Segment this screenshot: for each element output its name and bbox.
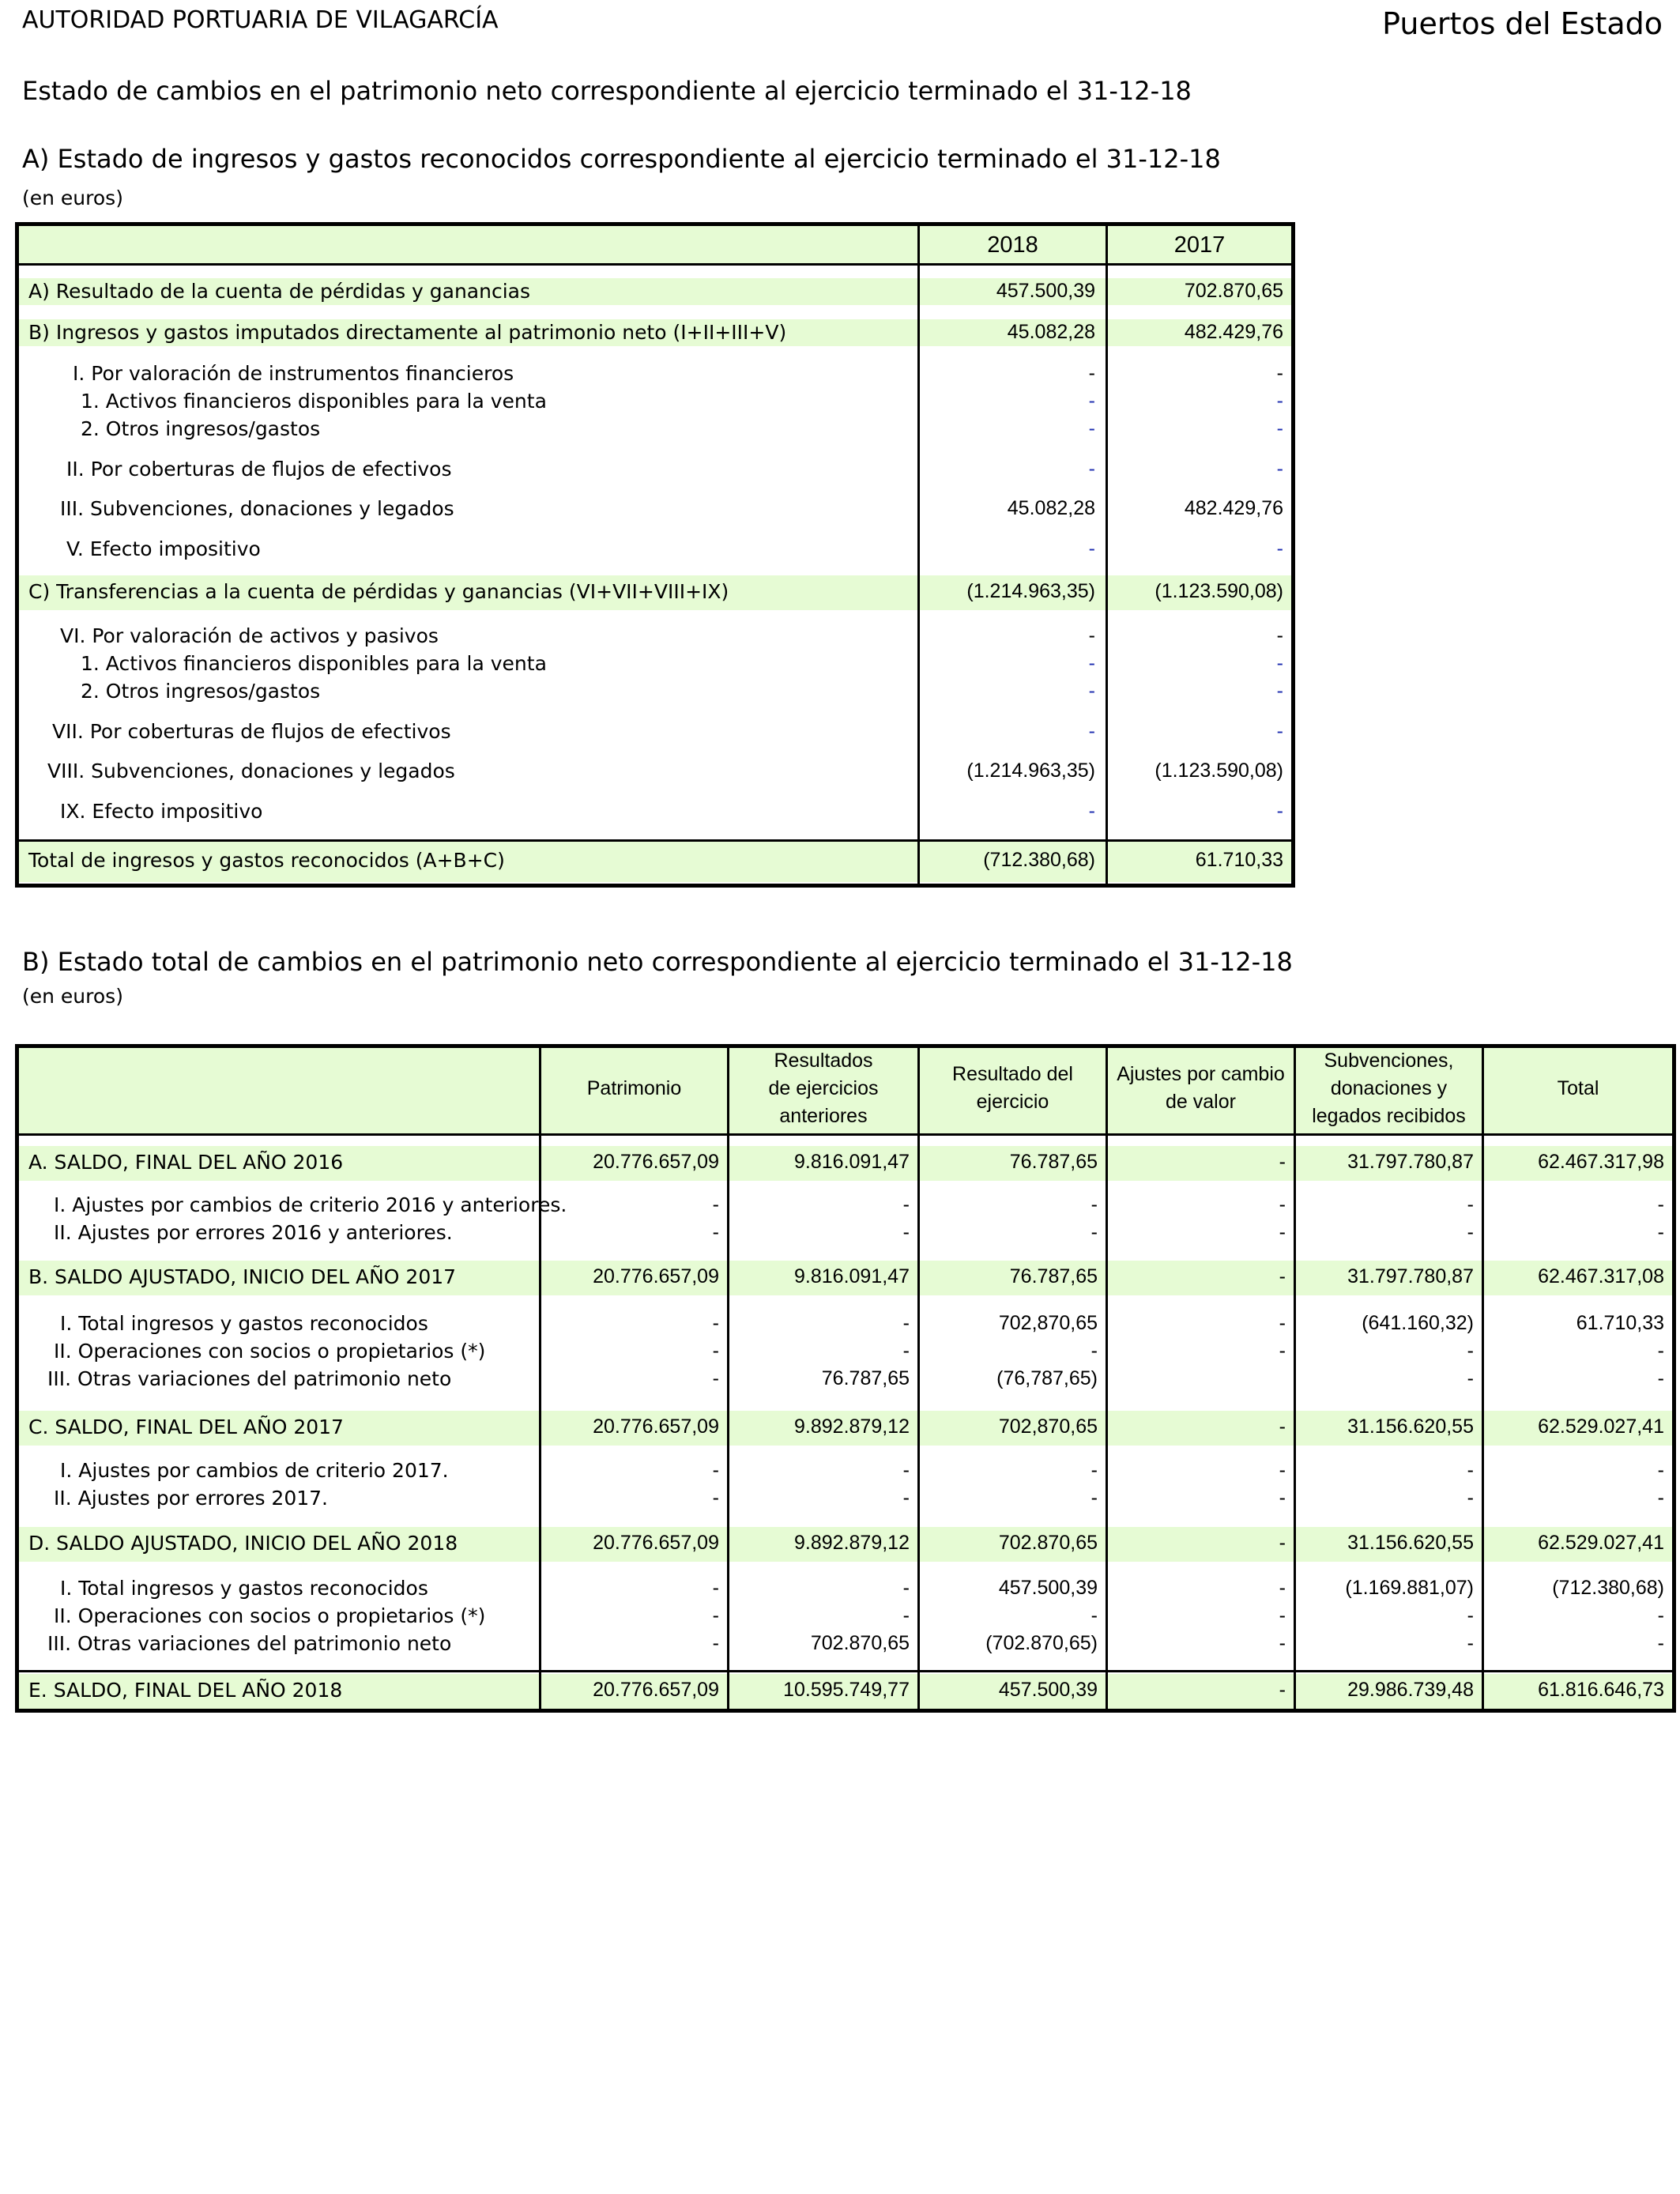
table-b-row-label: I. Total ingresos y gastos reconocidos xyxy=(60,1312,428,1335)
table-b-cell: - xyxy=(712,1340,719,1362)
table-b-cell: - xyxy=(1657,1367,1664,1389)
table-b-row-label: C. SALDO, FINAL DEL AÑO 2017 xyxy=(28,1416,344,1438)
value-2018: 457.500,39 xyxy=(996,280,1095,302)
table-b-cell: 20.776.657,09 xyxy=(593,1151,719,1173)
table-b-cell: - xyxy=(902,1193,910,1216)
table-b-cell: 76.787,65 xyxy=(1009,1265,1098,1287)
table-b-cell: 62.529.027,41 xyxy=(1538,1532,1664,1554)
value-2017: - xyxy=(1276,624,1283,647)
value-2018: - xyxy=(1088,362,1095,384)
table-b-cell: - xyxy=(902,1340,910,1362)
table-b-cell: 31.156.620,55 xyxy=(1347,1416,1474,1438)
table-b-cell: - xyxy=(1467,1193,1474,1216)
table-b-cell: - xyxy=(902,1577,910,1599)
table-b-cell: 9.816.091,47 xyxy=(794,1151,910,1173)
table-b-cell: - xyxy=(712,1459,719,1481)
table-b-row-label: II. Operaciones con socios o propietarios (*) xyxy=(54,1340,486,1363)
table-a-row-label: VIII. Subvenciones, donaciones y legados xyxy=(47,760,455,782)
column-header-resultados-anteriores: Resultados de ejercicios anteriores xyxy=(768,1050,879,1127)
value-2018: - xyxy=(1088,537,1095,560)
value-2018: 45.082,28 xyxy=(1007,321,1095,343)
table-b-cell: - xyxy=(1090,1193,1098,1216)
table-b-cell: 457.500,39 xyxy=(998,1577,1098,1599)
value-2018: - xyxy=(1088,624,1095,647)
value-2018: - xyxy=(1088,800,1095,822)
value-2018: - xyxy=(1088,652,1095,674)
table-b-cell: - xyxy=(1657,1632,1664,1654)
value-2017: 482.429,76 xyxy=(1184,321,1283,343)
value-2017: - xyxy=(1276,417,1283,439)
section-a-title: A) Estado de ingresos y gastos reconocidos correspondiente al ejercicio terminado el 31-12-18 xyxy=(22,144,1221,174)
table-b-cell: - xyxy=(1467,1632,1474,1654)
value-2018: (1.214.963,35) xyxy=(966,580,1095,602)
value-2017: (1.123.590,08) xyxy=(1155,580,1283,602)
table-a-row-label: Total de ingresos y gastos reconocidos (A+B+C) xyxy=(28,849,505,872)
table-b-row-label: III. Otras variaciones del patrimonio neto xyxy=(47,1632,452,1655)
table-b-row-label: D. SALDO AJUSTADO, INICIO DEL AÑO 2018 xyxy=(28,1532,458,1555)
value-2017: (1.123.590,08) xyxy=(1155,760,1283,782)
column-header-total: Total xyxy=(1557,1077,1599,1099)
table-b-cell: - xyxy=(712,1221,719,1243)
table-b-cell: - xyxy=(1657,1604,1664,1627)
table-a-row-label: V. Efecto impositivo xyxy=(66,537,261,560)
table-b-row-label: II. Ajustes por errores 2017. xyxy=(54,1487,328,1510)
table-b-row-label: A. SALDO, FINAL DEL AÑO 2016 xyxy=(28,1151,344,1174)
table-b-cell: - xyxy=(1657,1487,1664,1509)
table-a-row-label: 2. Otros ingresos/gastos xyxy=(81,417,321,440)
table-b-cell: 29.986.739,48 xyxy=(1347,1679,1474,1701)
table-a-row-label: III. Subvenciones, donaciones y legados xyxy=(60,497,454,520)
table-b-cell: - xyxy=(1279,1532,1286,1554)
table-b-cell: 62.467.317,98 xyxy=(1538,1151,1664,1173)
table-b-cell: - xyxy=(1467,1487,1474,1509)
page-title: Estado de cambios en el patrimonio neto correspondiente al ejercicio terminado el 31-12-18 xyxy=(22,76,1192,106)
table-b-cell: - xyxy=(712,1577,719,1599)
table-b-cell: 20.776.657,09 xyxy=(593,1679,719,1701)
table-b-cell: - xyxy=(1467,1367,1474,1389)
table-a-row-label: I. Por valoración de instrumentos financieros xyxy=(73,362,514,385)
value-2017: - xyxy=(1276,680,1283,702)
table-b-cell: - xyxy=(1657,1340,1664,1362)
table-b-cell: - xyxy=(1467,1604,1474,1627)
table-b-cell: 76.787,65 xyxy=(1009,1151,1098,1173)
table-a-row-label: C) Transferencias a la cuenta de pérdidas y ganancias (VI+VII+VIII+IX) xyxy=(28,580,729,603)
table-b-total-divider xyxy=(19,1670,1672,1672)
value-2018: - xyxy=(1088,458,1095,480)
table-b-cell: - xyxy=(1657,1459,1664,1481)
table-b-cell: - xyxy=(712,1604,719,1627)
table-b-cell: 9.816.091,47 xyxy=(794,1265,910,1287)
table-b-cell: - xyxy=(1279,1193,1286,1216)
table-b-row-label: II. Ajustes por errores 2016 y anteriores. xyxy=(54,1221,453,1244)
table-b-cell: 702.870,65 xyxy=(998,1532,1098,1554)
table-b-cell: - xyxy=(712,1193,719,1216)
value-2017: - xyxy=(1276,458,1283,480)
table-b-cell: - xyxy=(902,1487,910,1509)
table-b-cell: - xyxy=(902,1459,910,1481)
column-header-ajustes-valor: Ajustes por cambio de valor xyxy=(1117,1063,1285,1113)
table-b-cell: 61.710,33 xyxy=(1576,1312,1664,1334)
table-b-cell: - xyxy=(1467,1340,1474,1362)
table-b-row-label: II. Operaciones con socios o propietarios (*) xyxy=(54,1604,486,1627)
value-2017: - xyxy=(1276,537,1283,560)
table-b-cell: - xyxy=(1467,1459,1474,1481)
table-b-cell: - xyxy=(712,1632,719,1654)
table-b-cell: 702,870,65 xyxy=(998,1312,1098,1334)
table-b-row-label: I. Total ingresos y gastos reconocidos xyxy=(60,1577,428,1600)
table-a-row-label: 2. Otros ingresos/gastos xyxy=(81,680,321,703)
table-b-cell: - xyxy=(1279,1632,1286,1654)
value-2017: - xyxy=(1276,652,1283,674)
column-header-resultado-ejercicio: Resultado del ejercicio xyxy=(952,1063,1073,1113)
value-2017: 61.710,33 xyxy=(1195,849,1283,871)
table-b-cell: - xyxy=(1279,1416,1286,1438)
table-b-cell: (702.870,65) xyxy=(985,1632,1098,1654)
section-b-unit: (en euros) xyxy=(22,985,123,1008)
table-b-header-divider xyxy=(19,1133,1672,1136)
value-2017: 482.429,76 xyxy=(1184,497,1283,519)
table-b-cell: 20.776.657,09 xyxy=(593,1532,719,1554)
table-b-cell: (1.169.881,07) xyxy=(1345,1577,1474,1599)
value-2017: - xyxy=(1276,362,1283,384)
table-b-cell: 10.595.749,77 xyxy=(783,1679,910,1701)
table-b-cell: 702,870,65 xyxy=(998,1416,1098,1438)
table-b-cell: - xyxy=(1279,1487,1286,1509)
column-header-patrimonio: Patrimonio xyxy=(586,1077,682,1099)
table-b-cell: 9.892.879,12 xyxy=(794,1416,910,1438)
table-b-cell: - xyxy=(1279,1151,1286,1173)
table-b-cell: 457.500,39 xyxy=(998,1679,1098,1701)
table-b-cell: - xyxy=(1279,1265,1286,1287)
table-b-row-label: E. SALDO, FINAL DEL AÑO 2018 xyxy=(28,1679,343,1702)
table-b-cell: - xyxy=(1090,1487,1098,1509)
table-b-cell: - xyxy=(1279,1312,1286,1334)
table-b-cell: 61.816.646,73 xyxy=(1538,1679,1664,1701)
table-b-cell: 62.529.027,41 xyxy=(1538,1416,1664,1438)
table-b-cell: 31.797.780,87 xyxy=(1347,1265,1474,1287)
table-b-cell: - xyxy=(1279,1604,1286,1627)
table-b-cell: 9.892.879,12 xyxy=(794,1532,910,1554)
table-b-cell: (712.380,68) xyxy=(1552,1577,1664,1599)
table-b-cell: - xyxy=(1279,1221,1286,1243)
table-b-cell: - xyxy=(1279,1459,1286,1481)
value-2017: - xyxy=(1276,800,1283,822)
table-b-row-label: III. Otras variaciones del patrimonio neto xyxy=(47,1367,452,1390)
brand-name: Puertos del Estado xyxy=(1382,6,1663,41)
table-b-cell: 62.467.317,08 xyxy=(1538,1265,1664,1287)
table-a-row-label: VII. Por coberturas de flujos de efectivos xyxy=(52,720,451,743)
value-2017: - xyxy=(1276,720,1283,742)
table-b-cell: - xyxy=(1090,1459,1098,1481)
table-b-cell: - xyxy=(712,1312,719,1334)
value-2018: - xyxy=(1088,720,1095,742)
table-a-row-label: 1. Activos financieros disponibles para la venta xyxy=(81,390,547,413)
table-b-cell: - xyxy=(1467,1221,1474,1243)
table-b-cell: - xyxy=(1279,1577,1286,1599)
table-b-row-label: I. Ajustes por cambios de criterio 2016 y anteriores. xyxy=(54,1193,567,1216)
table-b-cell: 702.870,65 xyxy=(810,1632,910,1654)
table-b-cell: - xyxy=(1279,1679,1286,1701)
section-a-unit: (en euros) xyxy=(22,187,123,209)
organization-name: AUTORIDAD PORTUARIA DE VILAGARCÍA xyxy=(22,6,499,34)
table-b-cell: 20.776.657,09 xyxy=(593,1416,719,1438)
value-2018: (712.380,68) xyxy=(983,849,1095,871)
value-2018: 45.082,28 xyxy=(1007,497,1095,519)
table-b-cell: 31.797.780,87 xyxy=(1347,1151,1474,1173)
table-b-row-label: I. Ajustes por cambios de criterio 2017. xyxy=(60,1459,449,1482)
table-b-cell: - xyxy=(1657,1221,1664,1243)
column-header-2018: 2018 xyxy=(987,232,1038,258)
table-b-cell: - xyxy=(1090,1221,1098,1243)
value-2017: - xyxy=(1276,390,1283,412)
table-b-cell: - xyxy=(712,1487,719,1509)
table-b-cell: - xyxy=(712,1367,719,1389)
table-b-cell: - xyxy=(902,1604,910,1627)
table-b-cell: - xyxy=(1657,1193,1664,1216)
table-b-cell: 31.156.620,55 xyxy=(1347,1532,1474,1554)
value-2018: - xyxy=(1088,680,1095,702)
table-a-row-label: IX. Efecto impositivo xyxy=(60,800,263,823)
table-a-header-divider xyxy=(19,263,1291,266)
table-a-row-label: B) Ingresos y gastos imputados directamente al patrimonio neto (I+II+III+V) xyxy=(28,321,787,344)
section-b-title: B) Estado total de cambios en el patrimonio neto correspondiente al ejercicio terminado el 31-12-18 xyxy=(22,947,1293,977)
table-a-row-label: 1. Activos financieros disponibles para la venta xyxy=(81,652,547,675)
table-b-cell: (641.160,32) xyxy=(1362,1312,1474,1334)
table-a-row-label: II. Por coberturas de flujos de efectivos xyxy=(66,458,452,481)
value-2018: (1.214.963,35) xyxy=(966,760,1095,782)
table-b-row-label: B. SALDO AJUSTADO, INICIO DEL AÑO 2017 xyxy=(28,1265,457,1288)
table-b-cell: 20.776.657,09 xyxy=(593,1265,719,1287)
table-b-cell: - xyxy=(1279,1340,1286,1362)
table-b-cell: - xyxy=(902,1312,910,1334)
table-b-cell: - xyxy=(1090,1340,1098,1362)
column-header-2017: 2017 xyxy=(1173,232,1226,258)
table-b-cell: (76,787,65) xyxy=(996,1367,1098,1389)
table-a-row-label: VI. Por valoración de activos y pasivos xyxy=(60,624,439,647)
table-a-total-divider xyxy=(19,839,1291,842)
value-2018: - xyxy=(1088,417,1095,439)
value-2018: - xyxy=(1088,390,1095,412)
table-a-row-label: A) Resultado de la cuenta de pérdidas y ganancias xyxy=(28,280,531,303)
table-b-cell: 76.787,65 xyxy=(821,1367,910,1389)
table-b-cell: - xyxy=(902,1221,910,1243)
column-header-subvenciones: Subvenciones, donaciones y legados recibidos xyxy=(1312,1050,1466,1127)
value-2017: 702.870,65 xyxy=(1184,280,1283,302)
table-b-cell: - xyxy=(1090,1604,1098,1627)
